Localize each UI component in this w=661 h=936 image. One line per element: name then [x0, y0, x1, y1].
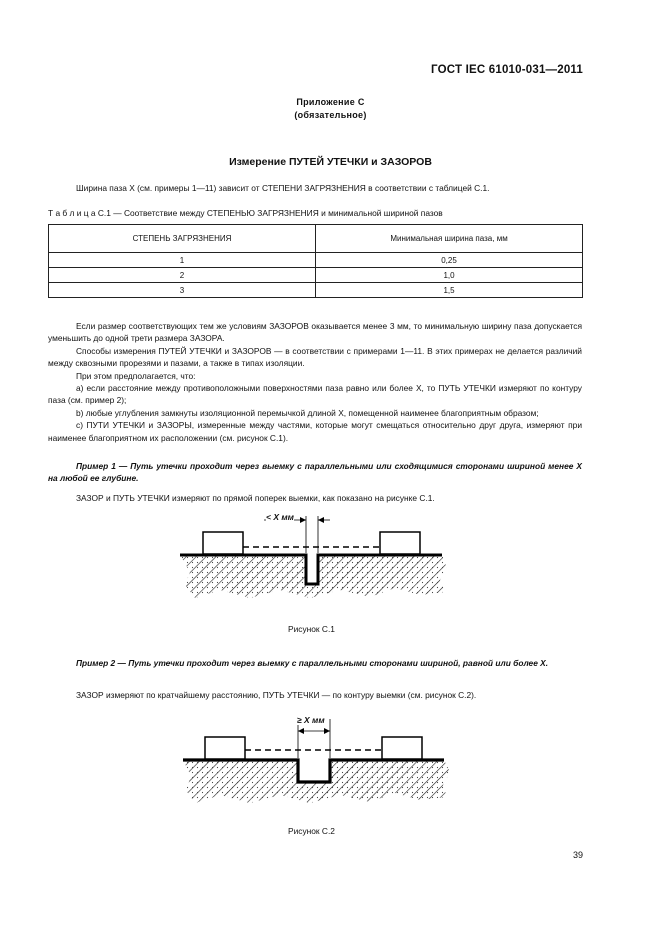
table-header-cell: Минимальная ширина паза, мм	[316, 225, 583, 253]
paragraph: При этом предполагается, что:	[76, 370, 196, 381]
intro-paragraph: Ширина паза X (см. примеры 1—11) зависит от СТЕПЕНИ ЗАГРЯЗНЕНИЯ в соответствии с таблицей С.1.	[76, 183, 490, 193]
table-cell: 0,25	[316, 253, 583, 268]
paragraph: Способы измерения ПУТЕЙ УТЕЧКИ и ЗАЗОРОВ — в соответствии с примерами 1—11. В этих примерах не делается различий между сквозными прорезями и пазами, а также в типах изоляции.	[48, 345, 582, 369]
table-cell: 1,5	[316, 283, 583, 298]
paragraph: b) любые углубления замкнуты изоляционной перемычкой длиной X, помещенной наименее благоприятным образом;	[76, 407, 539, 418]
table-caption: Т а б л и ц а С.1 — Соответствие между СТЕПЕНЬЮ ЗАГРЯЗНЕНИЯ и минимальной шириной пазов	[48, 208, 443, 218]
table-header-cell: СТЕПЕНЬ ЗАГРЯЗНЕНИЯ	[49, 225, 316, 253]
figure-c2-dimension-label: ≥ X мм	[297, 715, 325, 725]
paragraph: a) если расстояние между противоположными поверхностями паза равно или более X, то ПУТЬ УТЕЧКИ измеряют по контуру паза (см. пример 2);	[48, 383, 582, 406]
table-cell: 1	[49, 253, 316, 268]
appendix-title: Приложение С	[296, 97, 365, 107]
figure-c2-caption: Рисунок С.2	[288, 826, 335, 836]
arrow-right-icon	[324, 728, 330, 734]
right-conductor	[382, 737, 422, 759]
left-conductor	[205, 737, 245, 759]
document-header: ГОСТ IEC 61010-031—2011	[431, 64, 583, 76]
arrow-left-icon	[298, 728, 304, 734]
page-number: 39	[573, 850, 584, 860]
section-title: Измерение ПУТЕЙ УТЕЧКИ и ЗАЗОРОВ	[229, 156, 432, 168]
table-cell: 2	[49, 268, 316, 283]
paragraph: Если размер соответствующих тем же условиям ЗАЗОРОВ оказывается менее 3 мм, то минимальную ширину паза допускается уменьшить до одной трети размера ЗАЗОРА.	[48, 321, 582, 344]
table-cell: 1,0	[316, 268, 583, 283]
figure-c2-drawing	[183, 719, 450, 803]
example-1-text: ЗАЗОР и ПУТЬ УТЕЧКИ измеряют по прямой поперек выемки, как показано на рисунке С.1.	[76, 493, 435, 503]
appendix-status: (обязательное)	[294, 110, 367, 120]
paragraph: c) ПУТИ УТЕЧКИ и ЗАЗОРЫ, измеренные между частями, которые могут смещаться относительно друг друга, измеряют при наименее благоприятном их расположении (см. рисунок С.1).	[48, 420, 582, 443]
example-1-title: Пример 1 — Путь утечки проходит через выемку с параллельными или сходящимися сторонами шириной менее X на любой ее глубине.	[48, 461, 582, 484]
example-2-title: Пример 2 — Путь утечки проходит через выемку с параллельными сторонами шириной, равной или более X.	[76, 658, 549, 668]
figure-c1-dimension-label: < X мм	[266, 512, 294, 522]
figure-c1-caption: Рисунок С.1	[288, 624, 335, 634]
example-2-text: ЗАЗОР измеряют по кратчайшему расстоянию, ПУТЬ УТЕЧКИ — по контуру выемки (см. рисунок С.2).	[76, 690, 477, 700]
table-cell: 3	[49, 283, 316, 298]
